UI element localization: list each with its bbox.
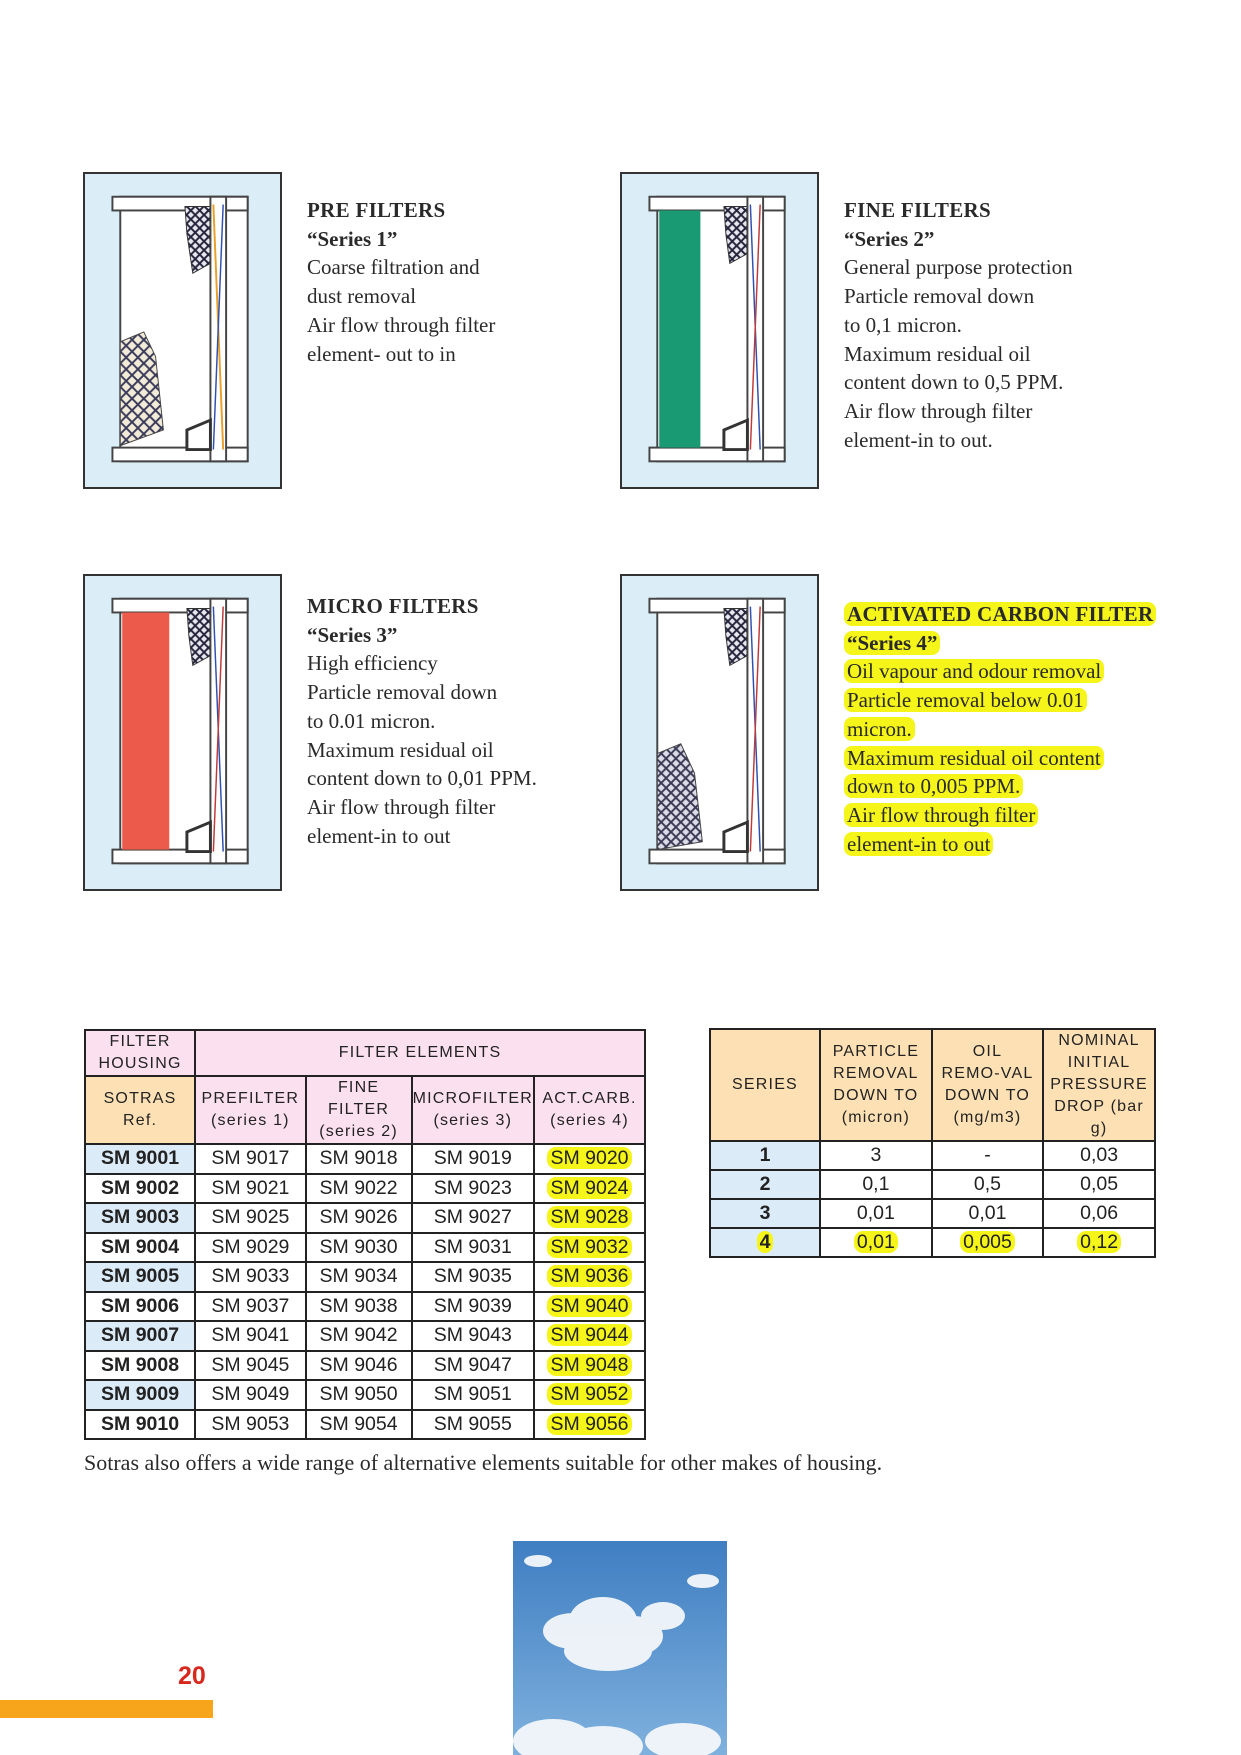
fine-filter-illustration — [620, 172, 819, 489]
element-cell: SM 9045 — [195, 1351, 305, 1381]
highlighted-value: SM 9036 — [547, 1265, 631, 1287]
fine-filter-description — [844, 196, 1073, 454]
page-accent-bar — [0, 1700, 213, 1718]
fine-filter-line: General purpose protection — [844, 255, 1073, 280]
table-row — [710, 1199, 1155, 1228]
carbon-filter-line-text: micron. — [844, 717, 915, 741]
element-cell: SM 9042 — [306, 1321, 412, 1351]
fine-filter-line: Maximum residual oil — [844, 341, 1031, 366]
series-value-cell: 0,5 — [932, 1170, 1043, 1199]
highlighted-value: SM 9056 — [547, 1413, 631, 1435]
carbon-filter-title — [844, 600, 1156, 629]
element-cell: SM 9055 — [412, 1410, 534, 1440]
carbon-filter-illustration — [620, 574, 819, 891]
carbon-filter-description — [844, 600, 1156, 858]
micro-filter-description — [307, 592, 537, 850]
act-carb-cell — [534, 1321, 645, 1351]
pre-filter-series: “Series 1” — [307, 226, 398, 251]
carbon-filter-series-text: “Series 4” — [844, 631, 940, 655]
filter-elements-table — [84, 1029, 646, 1440]
table-row — [85, 1144, 645, 1174]
carbon-filter-line-text: Particle removal below 0.01 — [844, 688, 1087, 712]
series-cell: 3 — [710, 1199, 820, 1228]
sotras-ref-cell: SM 9009 — [85, 1380, 195, 1410]
sotras-ref-cell: SM 9002 — [85, 1174, 195, 1204]
highlighted-value: 4 — [757, 1231, 774, 1253]
element-cell: SM 9023 — [412, 1174, 534, 1204]
element-cell: SM 9033 — [195, 1262, 305, 1292]
column-header-act-carb — [534, 1076, 645, 1144]
carbon-filter-line — [844, 715, 1156, 744]
column-sub: (series 3) — [433, 1112, 513, 1129]
table-row — [710, 1228, 1155, 1257]
filter-elements-body — [85, 1144, 645, 1439]
page-number: 20 — [178, 1662, 206, 1690]
highlighted-value: SM 9044 — [547, 1324, 631, 1346]
highlighted-value: 0,12 — [1077, 1231, 1121, 1253]
series-value-cell: 0,05 — [1043, 1170, 1155, 1199]
highlighted-value: SM 9032 — [547, 1236, 631, 1258]
series-table — [709, 1028, 1156, 1258]
fine-filter-line: element-in to out. — [844, 427, 993, 452]
element-cell: SM 9038 — [306, 1292, 412, 1322]
table-row — [85, 1262, 645, 1292]
sotras-ref-cell: SM 9004 — [85, 1233, 195, 1263]
filter-elements-header: FILTER ELEMENTS — [195, 1030, 645, 1076]
element-cell: SM 9054 — [306, 1410, 412, 1440]
fine-filter-line: to 0,1 micron. — [844, 312, 962, 337]
element-cell: SM 9025 — [195, 1203, 305, 1233]
pre-filter-line: element- out to in — [307, 341, 456, 366]
micro-filter-line: content down to 0,01 PPM. — [307, 766, 537, 791]
fine-filter-line: Air flow through filter — [844, 398, 1033, 423]
oil-removal-header: OIL REMO-VAL DOWN TO (mg/m3) — [932, 1029, 1043, 1141]
fine-filter-series: “Series 2” — [844, 226, 935, 251]
filter-housing-header: FILTER HOUSING — [85, 1030, 195, 1076]
pre-filter-line: dust removal — [307, 284, 417, 309]
carbon-filter-series — [844, 629, 1156, 658]
act-carb-cell — [534, 1144, 645, 1174]
element-cell: SM 9039 — [412, 1292, 534, 1322]
series-value-cell: 0,1 — [820, 1170, 932, 1199]
act-carb-cell — [534, 1410, 645, 1440]
element-cell: SM 9049 — [195, 1380, 305, 1410]
element-cell: SM 9021 — [195, 1174, 305, 1204]
table-row — [85, 1203, 645, 1233]
element-cell: SM 9034 — [306, 1262, 412, 1292]
carbon-filter-title-text: ACTIVATED CARBON FILTER — [844, 602, 1156, 626]
series-value-cell — [820, 1228, 932, 1257]
pre-filter-title: PRE FILTERS — [307, 198, 446, 222]
carbon-filter-line — [844, 830, 1156, 859]
column-header-microfilter — [412, 1076, 534, 1144]
act-carb-cell — [534, 1380, 645, 1410]
sotras-ref-cell: SM 9005 — [85, 1262, 195, 1292]
element-cell: SM 9018 — [306, 1144, 412, 1174]
table-row — [85, 1321, 645, 1351]
pre-filter-description — [307, 196, 495, 368]
sotras-ref-cell: SM 9003 — [85, 1203, 195, 1233]
column-sub: (series 1) — [211, 1112, 290, 1129]
carbon-filter-line-text: Oil vapour and odour removal — [844, 659, 1104, 683]
table-row — [85, 1174, 645, 1204]
carbon-filter-line — [844, 686, 1156, 715]
act-carb-cell — [534, 1262, 645, 1292]
sotras-ref-header: SOTRAS Ref. — [85, 1076, 195, 1144]
carbon-filter-line — [844, 744, 1156, 773]
highlighted-value: 0,01 — [854, 1231, 898, 1253]
fine-filter-title: FINE FILTERS — [844, 198, 991, 222]
pre-filter-illustration — [83, 172, 282, 489]
micro-filter-line: High efficiency — [307, 651, 438, 676]
pressure-drop-header: NOMINAL INITIAL PRESSURE DROP (bar g) — [1043, 1029, 1155, 1141]
act-carb-cell — [534, 1292, 645, 1322]
series-value-cell: 0,03 — [1043, 1141, 1155, 1170]
carbon-filter-line-text: Air flow through filter — [844, 803, 1038, 827]
sotras-ref-cell: SM 9001 — [85, 1144, 195, 1174]
series-cell: 2 — [710, 1170, 820, 1199]
sotras-ref-cell: SM 9007 — [85, 1321, 195, 1351]
series-value-cell — [1043, 1228, 1155, 1257]
carbon-filter-element-icon — [622, 576, 817, 889]
series-value-cell: 3 — [820, 1141, 932, 1170]
table-row — [710, 1170, 1155, 1199]
carbon-filter-line-text: element-in to out — [844, 832, 993, 856]
carbon-filter-line — [844, 772, 1156, 801]
series-value-cell: 0,06 — [1043, 1199, 1155, 1228]
pre-filter-element-icon — [85, 174, 280, 487]
sky-clouds-photo — [513, 1541, 727, 1755]
micro-filter-line: to 0.01 micron. — [307, 708, 436, 733]
column-name: ACT.CARB. — [542, 1090, 637, 1107]
element-cell: SM 9017 — [195, 1144, 305, 1174]
series-value-cell: 0,01 — [932, 1199, 1043, 1228]
micro-filter-series: “Series 3” — [307, 622, 398, 647]
highlighted-value: SM 9020 — [547, 1147, 631, 1169]
act-carb-cell — [534, 1351, 645, 1381]
alternative-elements-note: Sotras also offers a wide range of alternative elements suitable for other makes of housing. — [84, 1450, 883, 1475]
particle-removal-header: PARTICLE REMOVAL DOWN TO (micron) — [820, 1029, 932, 1141]
column-header-fine-filter — [306, 1076, 412, 1144]
micro-filter-line: Air flow through filter — [307, 794, 496, 819]
element-cell: SM 9046 — [306, 1351, 412, 1381]
fine-filter-element-icon — [622, 174, 817, 487]
element-cell: SM 9019 — [412, 1144, 534, 1174]
act-carb-cell — [534, 1233, 645, 1263]
highlighted-value: SM 9024 — [547, 1177, 631, 1199]
column-name: FINE FILTER — [328, 1079, 390, 1118]
table-row — [85, 1351, 645, 1381]
element-cell: SM 9027 — [412, 1203, 534, 1233]
element-cell: SM 9043 — [412, 1321, 534, 1351]
element-cell: SM 9035 — [412, 1262, 534, 1292]
micro-filter-title: MICRO FILTERS — [307, 594, 479, 618]
column-sub: (series 2) — [319, 1123, 398, 1140]
series-value-cell: 0,01 — [820, 1199, 932, 1228]
element-cell: SM 9030 — [306, 1233, 412, 1263]
element-cell: SM 9026 — [306, 1203, 412, 1233]
element-cell: SM 9022 — [306, 1174, 412, 1204]
highlighted-value: SM 9028 — [547, 1206, 631, 1228]
carbon-filter-line — [844, 801, 1156, 830]
table-row — [85, 1380, 645, 1410]
sotras-ref-cell: SM 9006 — [85, 1292, 195, 1322]
element-cell: SM 9029 — [195, 1233, 305, 1263]
series-value-cell: - — [932, 1141, 1043, 1170]
element-cell: SM 9041 — [195, 1321, 305, 1351]
element-cell: SM 9051 — [412, 1380, 534, 1410]
series-header: SERIES — [710, 1029, 820, 1141]
column-name: MICROFILTER — [412, 1090, 534, 1107]
act-carb-cell — [534, 1203, 645, 1233]
element-cell: SM 9053 — [195, 1410, 305, 1440]
pre-filter-line: Air flow through filter — [307, 312, 496, 337]
series-body — [710, 1141, 1155, 1257]
fine-filter-line: content down to 0,5 PPM. — [844, 370, 1064, 395]
table-row — [85, 1410, 645, 1440]
series-cell — [710, 1228, 820, 1257]
carbon-filter-line-text: Maximum residual oil content — [844, 746, 1104, 770]
fine-filter-line: Particle removal down — [844, 284, 1035, 309]
micro-filter-line: Particle removal down — [307, 680, 498, 705]
pre-filter-line: Coarse filtration and — [307, 255, 480, 280]
sotras-ref-cell: SM 9010 — [85, 1410, 195, 1440]
carbon-filter-line-text: down to 0,005 PPM. — [844, 774, 1023, 798]
element-cell: SM 9050 — [306, 1380, 412, 1410]
highlighted-value: 0,005 — [960, 1231, 1015, 1253]
table-row — [85, 1292, 645, 1322]
column-name: PREFILTER — [201, 1090, 300, 1107]
element-cell: SM 9031 — [412, 1233, 534, 1263]
micro-filter-line: Maximum residual oil — [307, 737, 494, 762]
micro-filter-element-icon — [85, 576, 280, 889]
highlighted-value: SM 9052 — [547, 1383, 631, 1405]
series-cell: 1 — [710, 1141, 820, 1170]
table-row — [85, 1233, 645, 1263]
column-sub: (series 4) — [550, 1112, 629, 1129]
table-row — [710, 1141, 1155, 1170]
act-carb-cell — [534, 1174, 645, 1204]
micro-filter-line: element-in to out — [307, 823, 451, 848]
element-cell: SM 9037 — [195, 1292, 305, 1322]
carbon-filter-line — [844, 657, 1156, 686]
column-header-prefilter — [195, 1076, 305, 1144]
sotras-ref-cell: SM 9008 — [85, 1351, 195, 1381]
highlighted-value: SM 9040 — [547, 1295, 631, 1317]
series-value-cell — [932, 1228, 1043, 1257]
micro-filter-illustration — [83, 574, 282, 891]
element-cell: SM 9047 — [412, 1351, 534, 1381]
highlighted-value: SM 9048 — [547, 1354, 631, 1376]
